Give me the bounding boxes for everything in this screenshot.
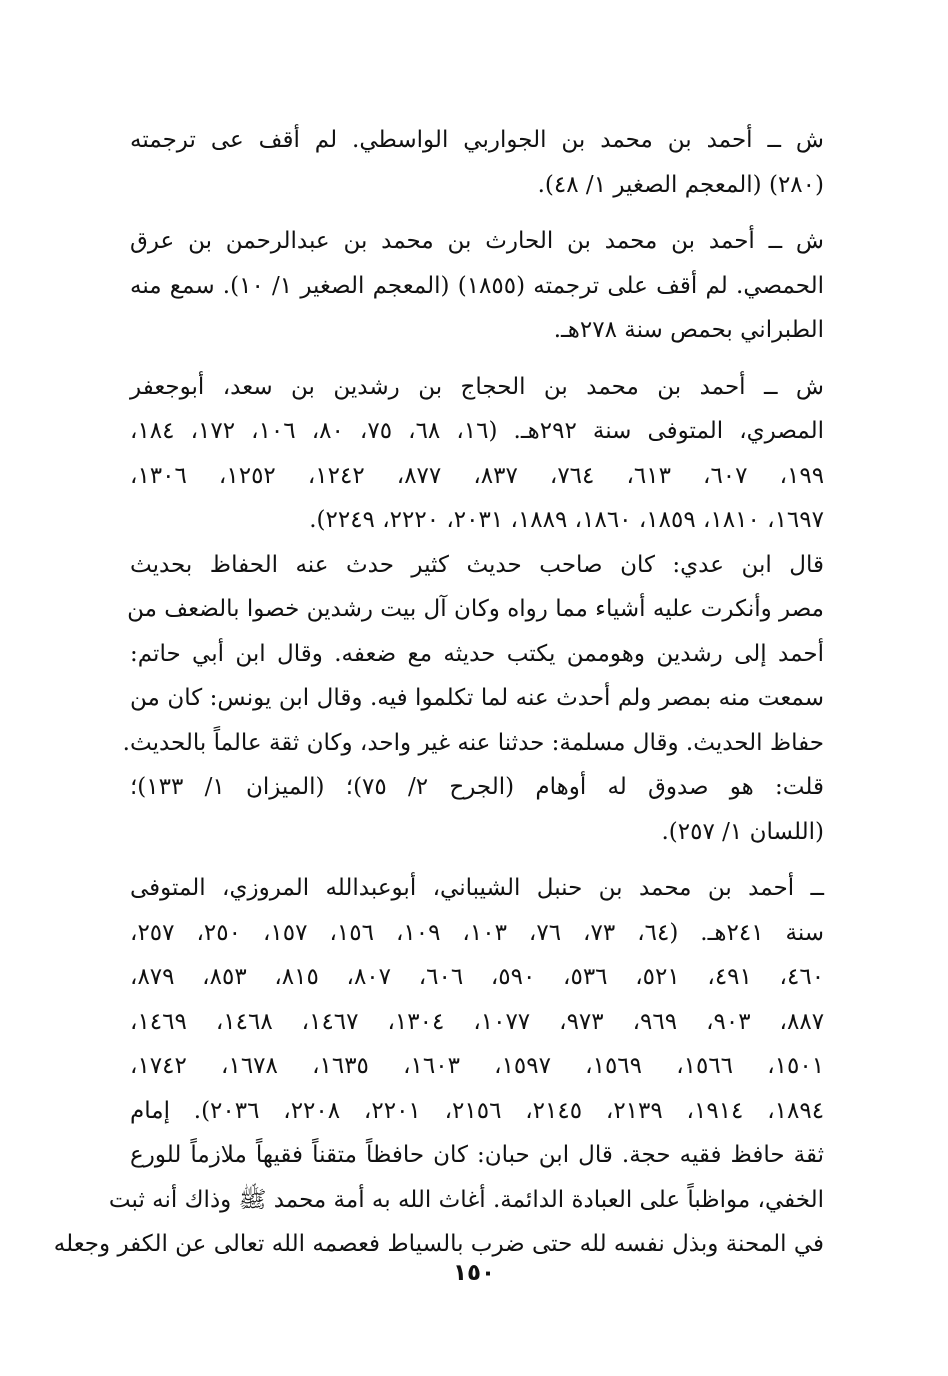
text-line: ثقة حافظ فقيه حجة. قال ابن حبان: كان حافظاً متقناً فقيهاً ملازماً للورع	[130, 1142, 824, 1168]
text-line: ١٦٩٧، ١٨١٠، ١٨٥٩، ١٨٦٠، ١٨٨٩، ٢٠٣١، ٢٢٢٠، ٢٢٤٩).	[309, 507, 824, 533]
text-line: أحمد إلى رشدين وهوممن يكتب حديثه مع ضعفه. وقال ابن أبي حاتم:	[130, 640, 825, 667]
text-line: ١٥٠١، ١٥٦٦، ١٥٦٩، ١٥٩٧، ١٦٠٣، ١٦٣٥، ١٦٧٨، ١٧٤٢،	[130, 1053, 825, 1079]
text-line: الخفي، مواظباً على العبادة الدائمة. أغاث الله به أمة محمد ﷺ وذاك أنه ثبت	[108, 1186, 824, 1213]
text-line: قلت: هو صدوق له أوهام (الجرح ٢/ ٧٥)؛ (الميزان ١/ ١٣٣)؛	[130, 774, 824, 800]
text-line: ٨٨٧، ٩٠٣، ٩٦٩، ٩٧٣، ١٠٧٧، ١٣٠٤، ١٤٦٧، ١٤٦٨، ١٤٦٩،	[130, 1008, 825, 1035]
text-line: حفاظ الحديث. وقال مسلمة: حدثنا عنه غير واحد، وكان ثقة عالماً بالحديث.	[122, 729, 824, 756]
text-line: قال ابن عدي: كان صاحب حديث كثير حدث عنه الحفاظ بحديث	[130, 551, 824, 578]
page-body	[53, 118, 825, 1267]
text-line: ش ــ أحمد بن محمد بن الحجاج بن رشدين بن سعد، أبوجعفر	[130, 373, 824, 400]
text-line: سمعت منه بمصر ولم أحدث عنه لما تكلموا فيه. وقال ابن يونس: كان من	[130, 685, 824, 711]
text-line: في المحنة وبذل نفسه لله حتى ضرب بالسياط فعصمه الله تعالى عن الكفر وجعله	[53, 1231, 824, 1257]
page-number: ١٥٠	[452, 1260, 496, 1286]
text-line: المصري، المتوفى سنة ٢٩٢هـ. (١٦، ٦٨، ٧٥، ٨٠، ١٠٦، ١٧٢، ١٨٤،	[130, 418, 825, 444]
text-line: سنة ٢٤١هـ. (٦٤، ٧٣، ٧٦، ١٠٣، ١٠٩، ١٥٦، ١٥٧، ٢٥٠، ٢٥٧،	[130, 919, 825, 946]
entry-al-jawaribi	[130, 118, 824, 207]
text-line: مصر وأنكرت عليه أشياء مما رواه وكان آل بيت رشدين خصوا بالضعف من	[127, 596, 824, 622]
text-line: (اللسان ١/ ٢٥٧).	[661, 818, 824, 845]
text-line: (٢٨٠) (المعجم الصغير ١/ ٤٨).	[537, 171, 824, 198]
text-line: ــ أحمد بن محمد بن حنبل الشيباني، أبوعبدالله المروزي، المتوفى	[130, 875, 824, 901]
text-line: ش ــ أحمد بن محمد بن الجواربي الواسطي. لم أقف عى ترجمته	[130, 127, 824, 153]
text-line: ٤٦٠، ٤٩١، ٥٢١، ٥٣٦، ٥٩٠، ٦٠٦، ٨٠٧، ٨١٥، ٨٥٣، ٨٧٩،	[130, 964, 825, 990]
text-line: ١٨٩٤، ١٩١٤، ٢١٣٩، ٢١٤٥، ٢١٥٦، ٢٢٠١، ٢٢٠٨، ٢٠٣٦). إمام	[130, 1097, 825, 1124]
entry-al-himsi	[130, 219, 824, 353]
entry-ibn-rishdin	[122, 365, 825, 855]
text-line: الحمصي. لم أقف على ترجمته (١٨٥٥) (المعجم الصغير ١/ ١٠). سمع منه	[130, 272, 824, 299]
text-line: ١٩٩، ٦٠٧، ٦١٣، ٧٦٤، ٨٣٧، ٨٧٧، ١٢٤٢، ١٢٥٢، ١٣٠٦،	[130, 462, 825, 489]
entry-ibn-hanbal	[53, 866, 825, 1267]
text-line: ش ــ أحمد بن محمد بن الحارث بن محمد بن عبدالرحمن بن عرق	[130, 228, 824, 254]
text-line: الطبراني بحمص سنة ٢٧٨هـ.	[553, 317, 824, 343]
